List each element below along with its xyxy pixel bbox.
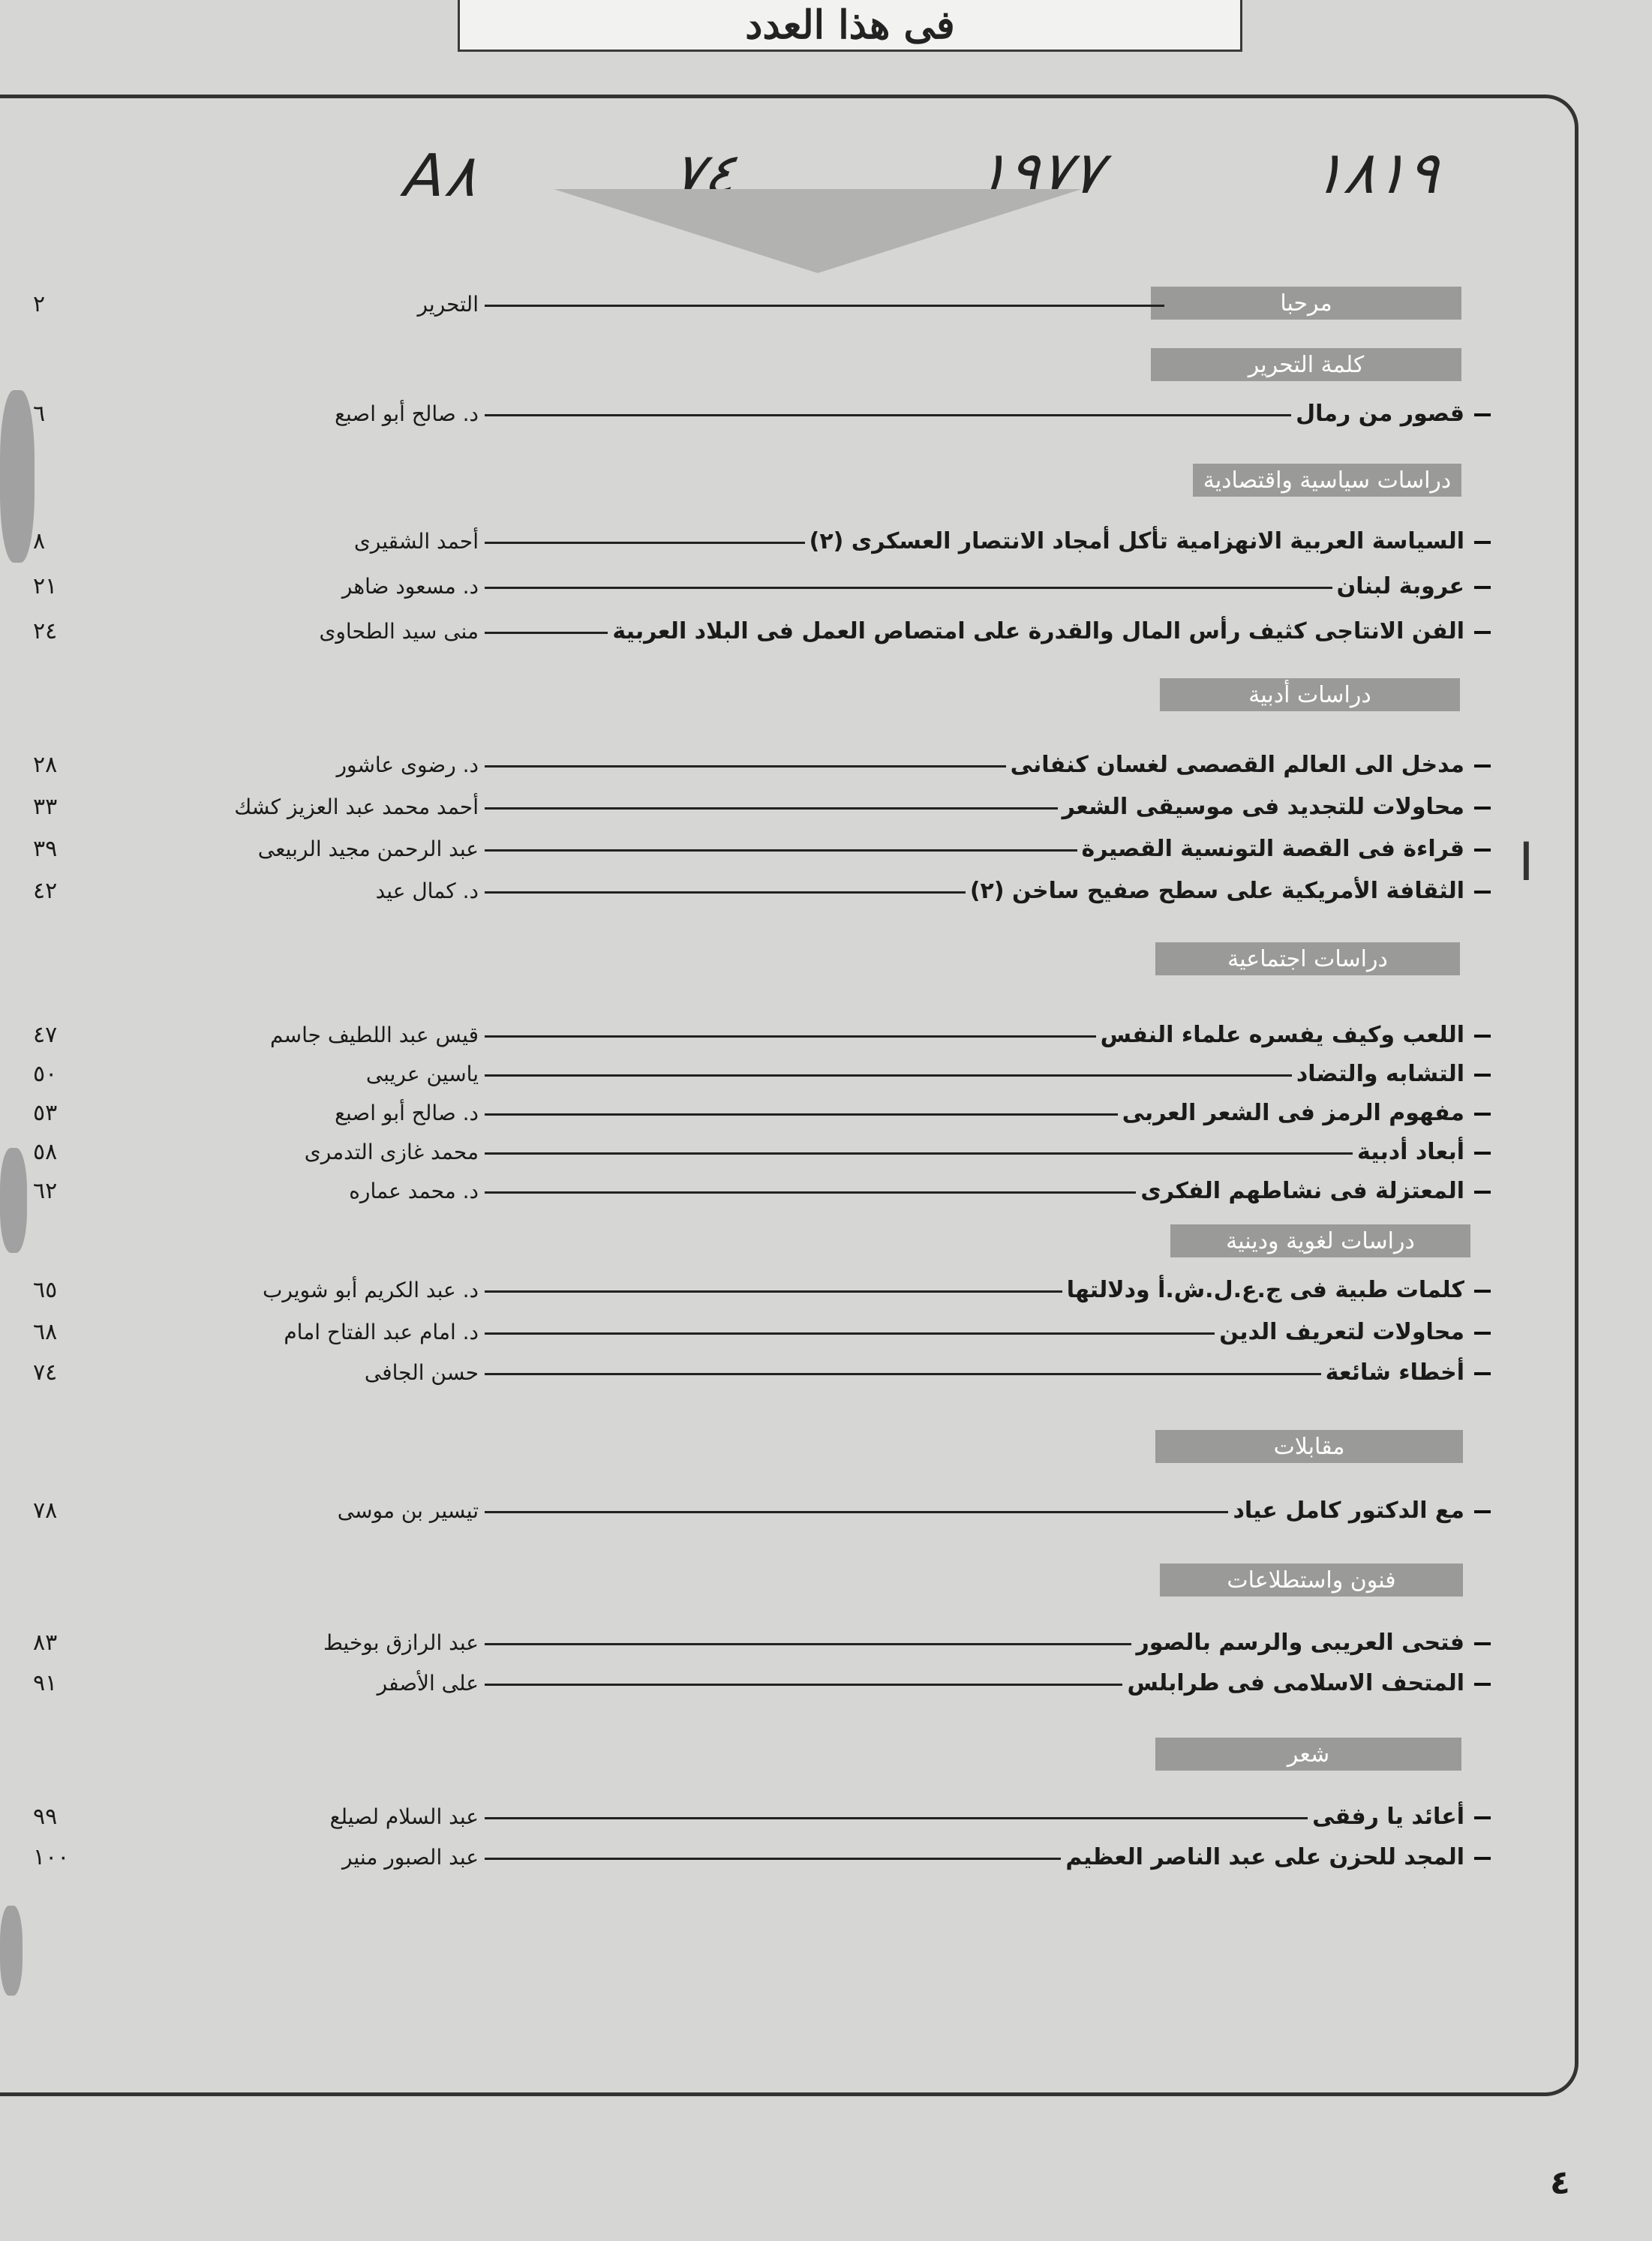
- article-title: السياسة العربية الانهزامية تأكل أمجاد الانتصار العسكرى (٢): [805, 524, 1464, 559]
- article-title: كلمات طبية فى ج.ع.ل.ش.أ ودلالتها: [1062, 1273, 1464, 1308]
- article-author: تيسير بن موسى: [333, 1494, 479, 1528]
- down-arrow-graphic: [554, 189, 1082, 273]
- article-page: ٥٠: [33, 1061, 58, 1087]
- toc-entry: [0, 1666, 1652, 1701]
- article-title: الثقافة الأمريكية على سطح صفيح ساخن (٢): [966, 874, 1464, 909]
- toc-entry: [0, 1273, 1652, 1308]
- article-author: د. عبد الكريم أبو شويرب: [258, 1273, 479, 1308]
- entry-bullet: [1474, 1290, 1491, 1293]
- article-author: على الأصفر: [373, 1666, 479, 1701]
- entry-bullet: [1474, 1152, 1491, 1155]
- article-author: قيس عبد اللطيف جاسم: [266, 1018, 479, 1053]
- article-page: ٧٨: [33, 1498, 58, 1524]
- toc-entry: [0, 1096, 1652, 1131]
- article-page: ٢٨: [33, 752, 58, 778]
- article-title: مفهوم الرمز فى الشعر العربى: [1118, 1096, 1464, 1131]
- toc-entry: [0, 1800, 1652, 1834]
- entry-bullet: [1474, 891, 1491, 894]
- article-page: ٥٨: [33, 1139, 58, 1165]
- entry-bullet: [1474, 1642, 1491, 1645]
- article-page: ٢٤: [33, 618, 58, 644]
- entry-bullet: [1474, 1816, 1491, 1819]
- article-author: عبد السلام لصيلع: [326, 1800, 479, 1834]
- section-heading: دراسات لغوية ودينية: [1170, 1224, 1470, 1257]
- article-page: ٦٢: [33, 1178, 58, 1204]
- article-title: فتحى العريبى والرسم بالصور: [1131, 1626, 1464, 1660]
- section-heading: دراسات أدبية: [1160, 678, 1460, 711]
- article-author: د. امام عبد الفتاح امام: [279, 1315, 479, 1350]
- section-heading: مقابلات: [1155, 1430, 1463, 1463]
- article-author: عبد الصبور منير: [338, 1840, 479, 1875]
- section-heading: شعر: [1155, 1738, 1461, 1771]
- entry-bullet: [1474, 1857, 1491, 1860]
- article-page: ٢١: [33, 573, 58, 599]
- article-title: محاولات لتعريف الدين: [1215, 1315, 1464, 1350]
- toc-entry: [0, 1174, 1652, 1209]
- article-page: ٤٧: [33, 1022, 58, 1048]
- article-title: قراءة فى القصة التونسية القصيرة: [1077, 832, 1464, 867]
- article-author: د. مسعود ضاهر: [338, 569, 479, 604]
- article-title: عروبة لبنان: [1332, 569, 1464, 604]
- article-page: ٦٨: [33, 1319, 58, 1345]
- article-page: ٨: [33, 528, 46, 554]
- article-page: ٦: [33, 401, 46, 427]
- article-page: ٣٩: [33, 836, 58, 862]
- margin-mark: I: [1518, 831, 1534, 893]
- entry-bullet: [1474, 1510, 1491, 1513]
- article-title: اللعب وكيف يفسره علماء النفس: [1096, 1018, 1464, 1053]
- section-heading: كلمة التحرير: [1151, 348, 1461, 381]
- article-page: ٥٣: [33, 1100, 58, 1126]
- article-page: ٤٢: [33, 878, 58, 904]
- article-author: د. محمد عماره: [344, 1174, 479, 1209]
- section-heading: دراسات سياسية واقتصادية: [1193, 464, 1461, 497]
- article-author: أحمد محمد عبد العزيز كشك: [230, 790, 479, 825]
- article-title: أبعاد أدبية: [1353, 1135, 1464, 1170]
- article-author: حسن الجافى: [360, 1356, 479, 1390]
- article-page: ٩١: [33, 1670, 58, 1696]
- toc-entry: [0, 832, 1652, 867]
- toc-entry: [0, 1356, 1652, 1390]
- page-stain: [0, 1148, 27, 1253]
- handwritten-note: A٨: [401, 143, 480, 210]
- entry-bullet: [1474, 631, 1491, 634]
- article-title: المتحف الاسلامى فى طرابلس: [1122, 1666, 1464, 1701]
- entry-bullet: [1474, 849, 1491, 852]
- section-heading: مرحبا: [1151, 287, 1461, 320]
- article-author: ياسين عريبى: [362, 1057, 479, 1092]
- entry-bullet: [1474, 1372, 1491, 1375]
- toc-entry: [0, 614, 1652, 649]
- page-number: ٤: [1550, 2164, 1570, 2202]
- toc-entry: [0, 1135, 1652, 1170]
- article-title: مدخل الى العالم القصصى لغسان كنفانى: [1006, 748, 1464, 783]
- entry-bullet: [1474, 586, 1491, 589]
- article-author: عبد الرازق بوخيط: [319, 1626, 479, 1660]
- article-author: د. صالح أبو اصبع: [330, 397, 479, 431]
- toc-entry: [0, 397, 1652, 431]
- article-title: محاولات للتجديد فى موسيقى الشعر: [1058, 790, 1464, 825]
- article-page: ٣٣: [33, 794, 58, 820]
- toc-entry: [0, 1057, 1652, 1092]
- article-title: التشابه والتضاد: [1292, 1057, 1464, 1092]
- entry-bullet: [1474, 807, 1491, 810]
- page-stain: [0, 390, 35, 563]
- article-title: الفن الانتاجى كثيف رأس المال والقدرة على امتصاص العمل فى البلاد العربية: [608, 614, 1464, 649]
- entry-bullet: [1474, 1074, 1491, 1077]
- article-title: المعتزلة فى نشاطهم الفكرى: [1136, 1174, 1464, 1209]
- article-page: ٢: [33, 291, 46, 317]
- article-author: د. كمال عيد: [371, 874, 479, 909]
- toc-entry: [0, 874, 1652, 909]
- entry-bullet: [1474, 1035, 1491, 1038]
- article-author: أحمد الشقيرى: [350, 524, 479, 559]
- toc-entry: [0, 1494, 1652, 1528]
- toc-entry: [0, 287, 1652, 322]
- article-author: عبد الرحمن مجيد الربيعى: [254, 832, 479, 867]
- article-author: د. رضوى عاشور: [332, 748, 479, 783]
- article-title: المجد للحزن على عبد الناصر العظيم: [1061, 1840, 1464, 1875]
- article-author: محمد غازى التدمرى: [300, 1135, 479, 1170]
- handwritten-note: ١٩٧٧: [973, 140, 1107, 207]
- entry-bullet: [1474, 1683, 1491, 1686]
- article-page: ٦٥: [33, 1277, 58, 1303]
- toc-entry: [0, 790, 1652, 825]
- entry-bullet: [1474, 541, 1491, 544]
- article-page: ٩٩: [33, 1804, 58, 1830]
- toc-entry: [0, 569, 1652, 604]
- article-title: مع الدكتور كامل عياد: [1228, 1494, 1464, 1528]
- handwritten-note: ١٨١٩: [1309, 140, 1443, 207]
- section-heading: دراسات اجتماعية: [1155, 942, 1460, 975]
- article-title: أعائد يا رفقى: [1308, 1800, 1464, 1834]
- leader-line: [485, 1152, 1464, 1155]
- article-page: ٨٣: [33, 1630, 58, 1656]
- toc-entry: [0, 1840, 1652, 1875]
- article-author: د. صالح أبو اصبع: [330, 1096, 479, 1131]
- issue-contents-banner: فى هذا العدد: [458, 0, 1242, 52]
- toc-entry: [0, 1626, 1652, 1660]
- entry-bullet: [1474, 1332, 1491, 1335]
- article-page: ١٠٠: [33, 1844, 70, 1870]
- entry-bullet: [1474, 1113, 1491, 1116]
- article-author: منى سيد الطحاوى: [314, 614, 479, 649]
- entry-bullet: [1474, 413, 1491, 416]
- toc-entry: [0, 1018, 1652, 1053]
- page-stain: [0, 1906, 23, 1996]
- article-page: ٧٤: [33, 1359, 58, 1386]
- leader-line: [485, 1373, 1464, 1375]
- toc-entry: [0, 748, 1652, 783]
- handwritten-note: ٧٤: [668, 141, 739, 209]
- toc-entry: [0, 524, 1652, 559]
- section-heading: فنون واستطلاعات: [1160, 1564, 1463, 1597]
- article-title: قصور من رمال: [1291, 397, 1464, 431]
- entry-bullet: [1474, 1191, 1491, 1194]
- leader-line: [485, 305, 1164, 307]
- contents-frame: [0, 95, 1578, 2096]
- entry-bullet: [1474, 765, 1491, 768]
- article-title: أخطاء شائعة: [1321, 1356, 1464, 1390]
- toc-entry: [0, 1315, 1652, 1350]
- leader-line: [485, 587, 1464, 589]
- article-author: التحرير: [413, 287, 479, 322]
